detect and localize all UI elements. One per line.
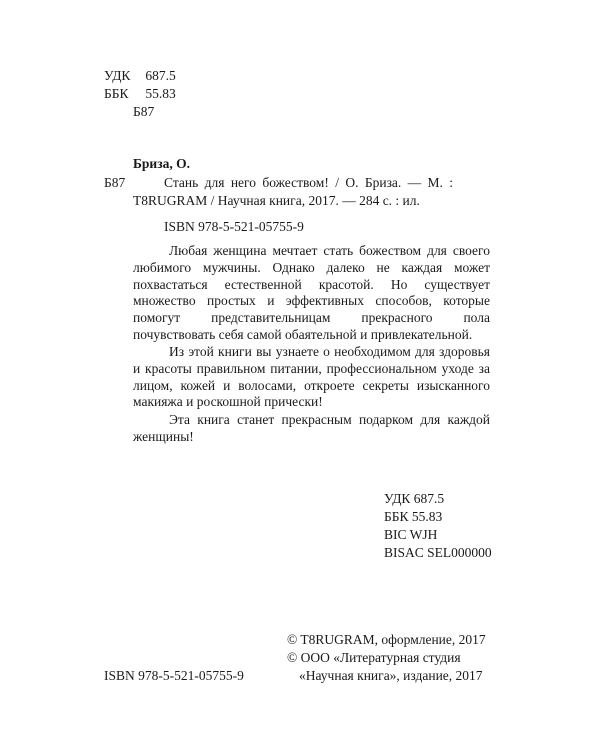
bib-line1: Стань для него божеством! / О. Бриза. — М. : <box>164 175 454 190</box>
annotation-paragraph-1: Любая женщина мечтает стать божеством для своего любимого мужчины. Однако далеко не каждая может похвастаться естественной красотой. Но существует множество простых и эффективных способов, которые помогут представительницам прекрасного пола почувствовать себя самой обаятельной и привлекательной. <box>133 243 490 342</box>
bbk-value: 55.83 <box>145 86 176 101</box>
bib-line2: T8RUGRAM / Научная книга, 2017. — 284 с. : ил. <box>133 193 420 208</box>
copyright-line-1: © T8RUGRAM, оформление, 2017 <box>287 632 486 647</box>
udk-label: УДК <box>104 68 131 83</box>
class-bbk: ББК 55.83 <box>384 509 443 524</box>
top-author-mark: Б87 <box>133 104 155 119</box>
top-udk <box>104 67 176 85</box>
class-bisac: BISAC SEL000000 <box>384 545 492 560</box>
copyright-line-3: «Научная книга», издание, 2017 <box>299 668 483 683</box>
bib-mark: Б87 <box>104 175 126 190</box>
annotation-paragraph-3: Эта книга станет прекрасным подарком для каждой женщины! <box>133 412 490 444</box>
footer-isbn: ISBN 978-5-521-05755-9 <box>104 668 244 683</box>
bib-isbn: ISBN 978-5-521-05755-9 <box>164 219 304 234</box>
bib-author: Бриза, О. <box>133 156 191 171</box>
annotation-paragraph-2: Из этой книги вы узнаете о необходимом для здоровья и красоты правильном питании, профессиональном уходе за лицом, кожей и волосами, откроете секреты изысканного макияжа и роскошной прически! <box>133 344 490 410</box>
class-udk: УДК 687.5 <box>384 491 445 506</box>
top-bbk <box>104 85 176 103</box>
udk-value: 687.5 <box>145 68 176 83</box>
bbk-label: ББК <box>104 86 129 101</box>
copyright-line-2: © ООО «Литературная студия <box>287 650 461 665</box>
class-bic: BIC WJH <box>384 527 438 542</box>
